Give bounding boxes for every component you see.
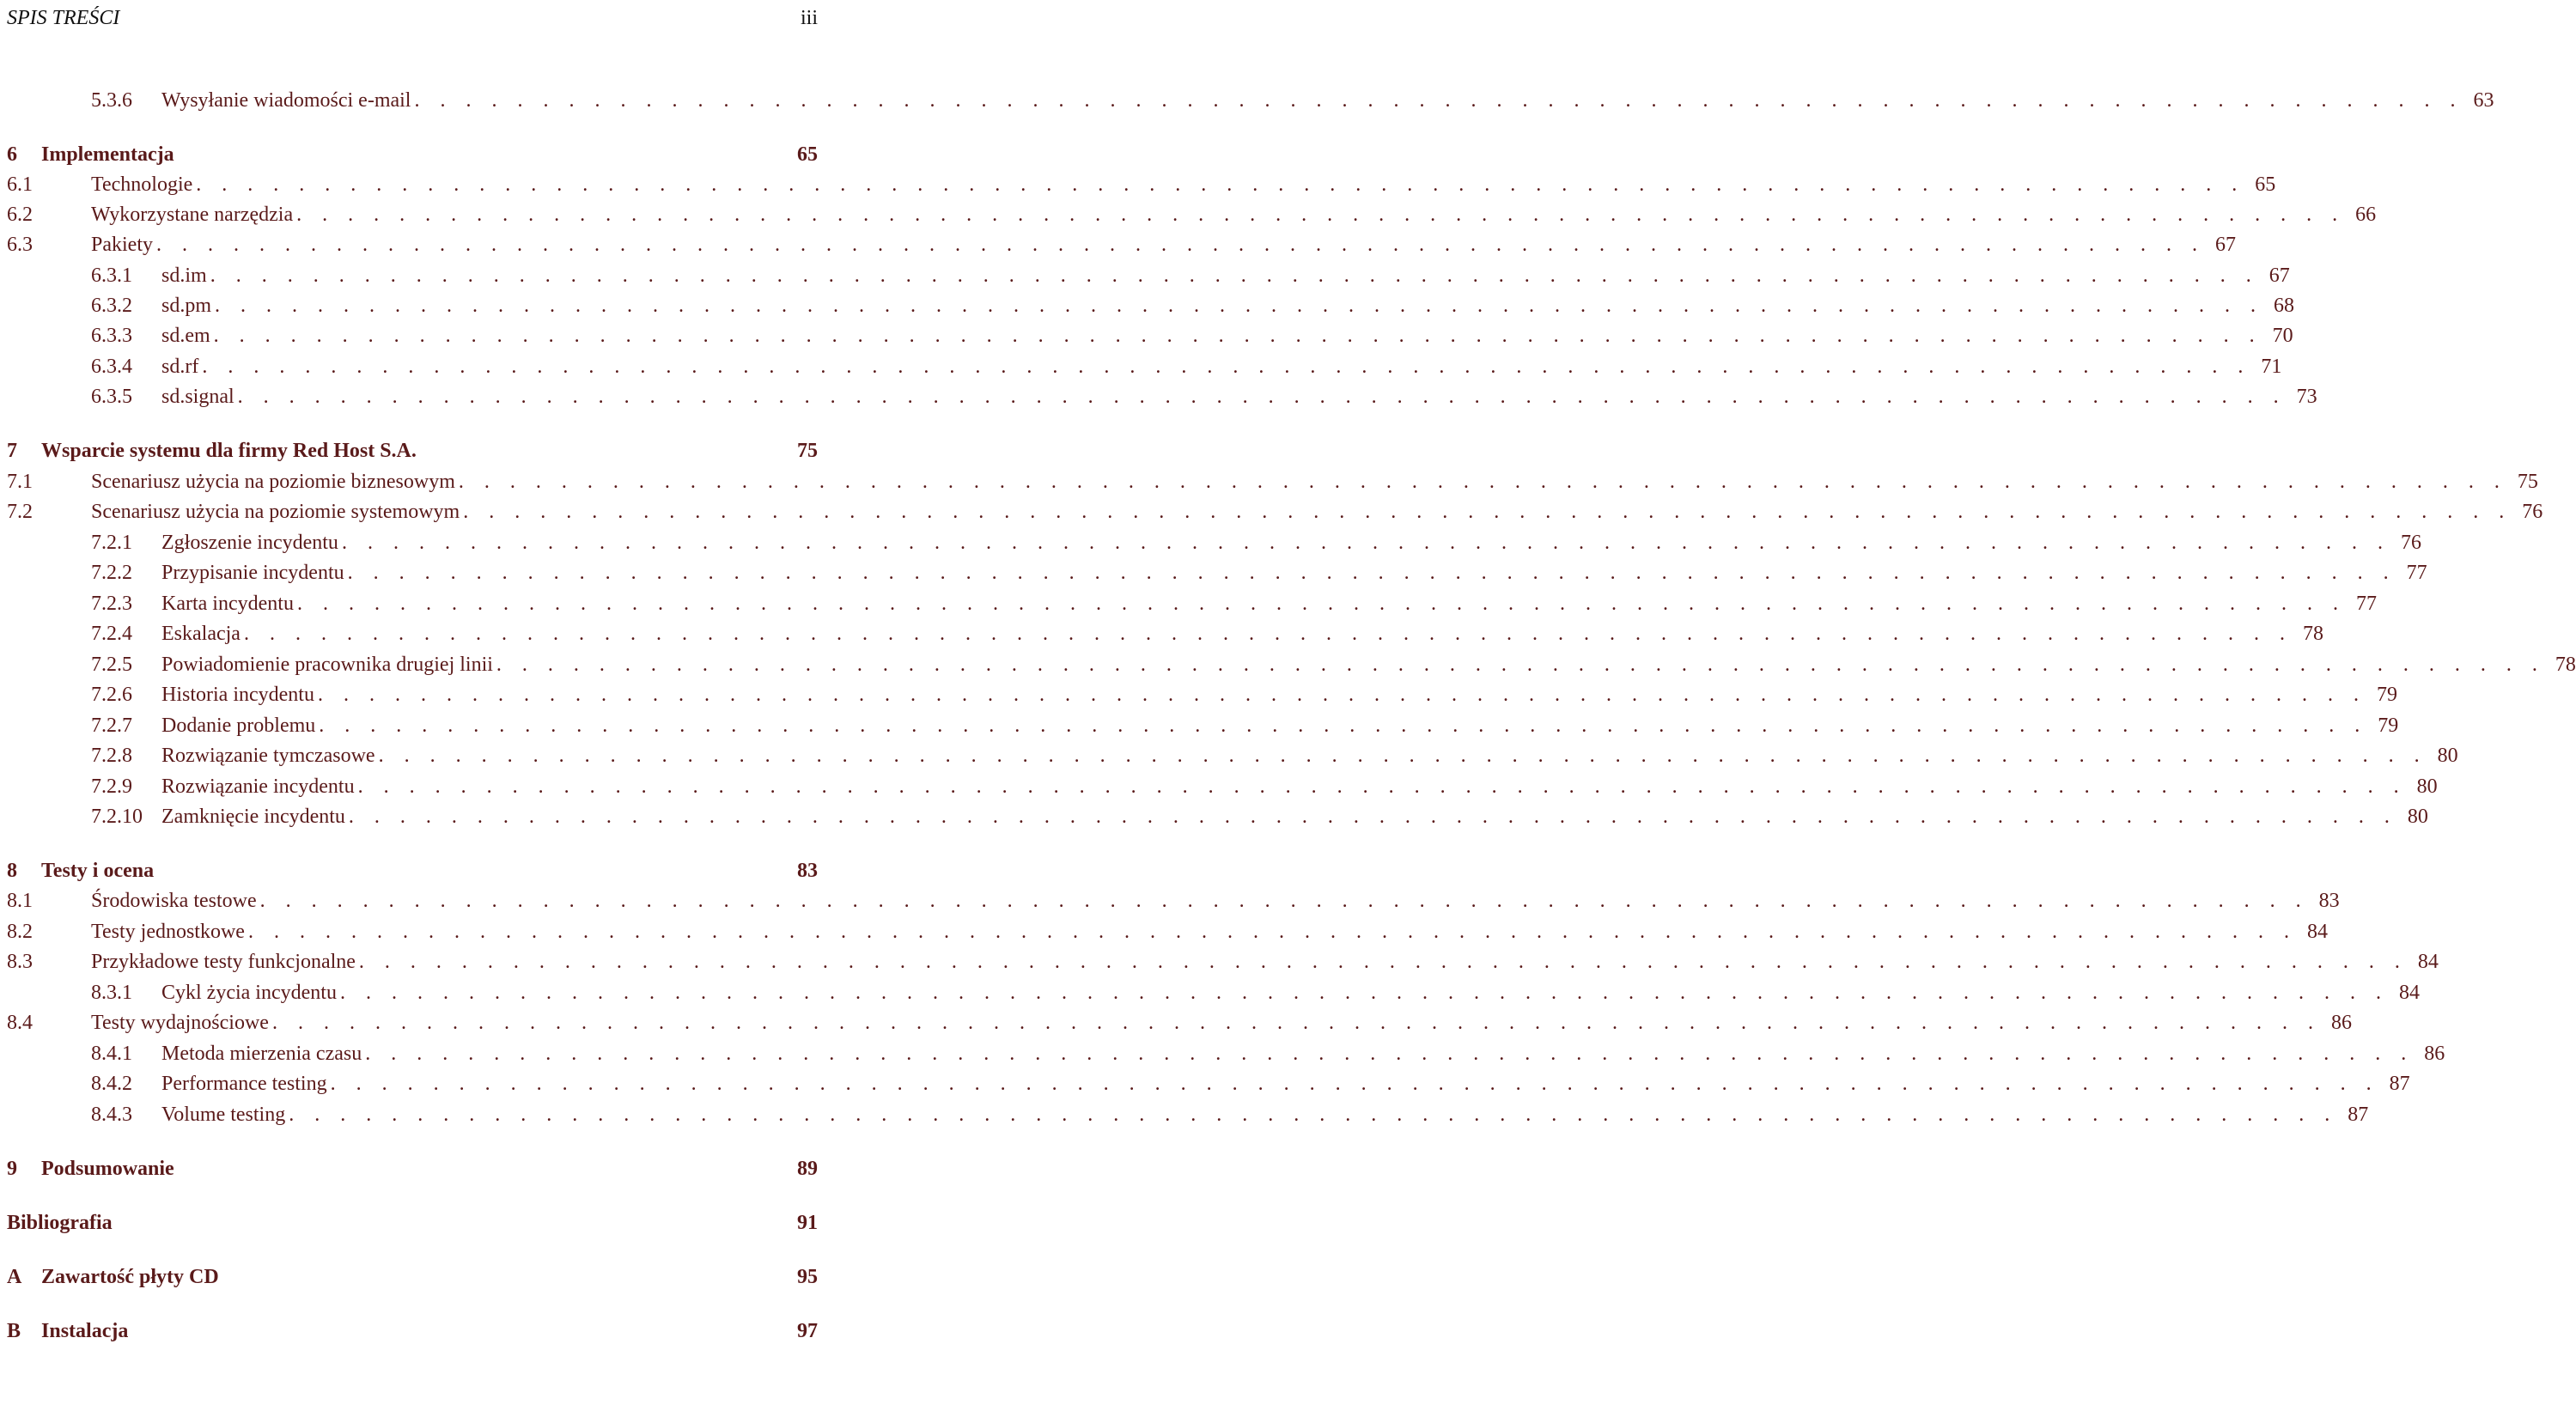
toc-entry-number: 7.2.7	[91, 715, 132, 737]
toc-entry-page-number: 87	[2348, 1104, 2369, 1126]
toc-dot-leader: . . . . . . . . . . . . . . . . . . . . . . . . . . . . . . . . . . . . . . . . . . . . . . . . . . . . . . . . . . . . . . . . . . . . . . . . . . . . . . . .	[156, 234, 2205, 256]
toc-entry-page-number: 63	[2473, 89, 2494, 112]
toc-entry-title: Rozwiązanie tymczasowe	[161, 745, 375, 767]
toc-entry-number: 7.2.2	[91, 562, 132, 584]
toc-entry-page-number: 77	[2355, 593, 2377, 615]
toc-entry[interactable]	[7, 715, 2399, 738]
toc-entry-number: A	[7, 1266, 22, 1288]
toc-dot-leader: . . . . . . . . . . . . . . . . . . . . . . . . . . . . . . . . . . . . . . . . . . . . . . . . . . . . . . . . . . . . . . . . . . . . . . . . . . . . . . . .	[202, 356, 2251, 378]
toc-entry-page-number: 84	[2398, 982, 2420, 1004]
toc-entry-number: 7.2.1	[91, 532, 132, 554]
toc-dot-leader: . . . . . . . . . . . . . . . . . . . . . . . . . . . . . . . . . . . . . . . . . . . . . . . . . . . . . . . . . . . . . . . . . . . . . . . . . . . . . . . .	[296, 204, 2346, 226]
toc-entry-number: 7.2.10	[91, 806, 143, 828]
toc-entry[interactable]	[7, 501, 2543, 524]
toc-entry[interactable]	[7, 775, 2438, 799]
toc-entry[interactable]	[7, 173, 2276, 197]
toc-entry[interactable]	[7, 684, 2397, 707]
toc-entry-title: Zamknięcie incydentu	[161, 806, 345, 828]
toc-entry-title: Wykorzystane narzędzia	[91, 204, 294, 226]
toc-entry[interactable]	[7, 745, 2458, 768]
toc-entry-page-number: 84	[2306, 921, 2328, 943]
toc-entry-number: 7	[7, 440, 17, 462]
toc-dot-leader: . . . . . . . . . . . . . . . . . . . . . . . . . . . . . . . . . . . . . . . . . . . . . . . . . . . . . . . . . . . . . . . . . . . . . . . . . . . . . . . .	[289, 1104, 2338, 1126]
toc-entry[interactable]	[7, 951, 2439, 974]
toc-entry-number: 7.2.9	[91, 775, 132, 798]
toc-entry[interactable]	[7, 386, 2317, 409]
toc-dot-leader: . . . . . . . . . . . . . . . . . . . . . . . . . . . . . . . . . . . . . . . . . . . . . . . . . . . . . . . . . . . . . . . . . . . . . . . . . . . . . . . .	[463, 501, 2512, 523]
toc-entry[interactable]	[7, 1158, 818, 1181]
toc-dot-leader: . . . . . . . . . . . . . . . . . . . . . . . . . . . . . . . . . . . . . . . . . . . . . . . . . . . . . . . . . . . . . . . . . . . . . . . . . . . . . . . .	[458, 471, 2507, 493]
toc-entry-number: 7.2	[7, 501, 33, 523]
toc-entry-title: Instalacja	[41, 1320, 129, 1342]
toc-entry-number: 8.2	[7, 921, 33, 943]
toc-entry-title: Pakiety	[91, 234, 153, 256]
toc-entry[interactable]	[7, 1073, 2410, 1096]
toc-entry-number: 7.2.6	[91, 684, 132, 706]
toc-entry-page-number: 86	[2424, 1043, 2445, 1065]
toc-entry-number: 7.2.8	[91, 745, 132, 767]
toc-entry[interactable]	[7, 1212, 818, 1235]
toc-entry-page-number: 84	[2417, 951, 2439, 973]
toc-entry[interactable]	[7, 234, 2236, 257]
toc-entry[interactable]	[7, 295, 2295, 318]
toc-entry-title: Podsumowanie	[41, 1158, 174, 1180]
toc-entry[interactable]	[7, 440, 818, 463]
toc-entry-title: Implementacja	[41, 143, 174, 166]
toc-entry-page-number: 75	[797, 440, 818, 462]
toc-entry-title: Testy wydajnościowe	[91, 1012, 269, 1034]
toc-entry-number: 6.3.4	[91, 356, 132, 378]
toc-dot-leader: . . . . . . . . . . . . . . . . . . . . . . . . . . . . . . . . . . . . . . . . . . . . . . . . . . . . . . . . . . . . . . . . . . . . . . . . . . . . . . . .	[271, 1012, 2321, 1034]
toc-entry-title: Eskalacja	[161, 623, 241, 645]
toc-entry-title: Wsparcie systemu dla firmy Red Host S.A.	[41, 440, 417, 462]
toc-dot-leader: . . . . . . . . . . . . . . . . . . . . . . . . . . . . . . . . . . . . . . . . . . . . . . . . . . . . . . . . . . . . . . . . . . . . . . . . . . . . . . . .	[357, 775, 2407, 798]
toc-entry[interactable]	[7, 890, 2340, 913]
toc-entry-page-number: 86	[2330, 1012, 2352, 1034]
toc-dot-leader: . . . . . . . . . . . . . . . . . . . . . . . . . . . . . . . . . . . . . . . . . . . . . . . . . . . . . . . . . . . . . . . . . . . . . . . . . . . . . . . .	[259, 890, 2309, 912]
toc-entry-title: Karta incydentu	[161, 593, 294, 615]
toc-entry[interactable]	[7, 325, 2293, 348]
toc-entry-page-number: 71	[2261, 356, 2282, 378]
toc-entry-title: Środowiska testowe	[91, 890, 257, 912]
toc-entry[interactable]	[7, 143, 818, 167]
toc-dot-leader: . . . . . . . . . . . . . . . . . . . . . . . . . . . . . . . . . . . . . . . . . . . . . . . . . . . . . . . . . . . . . . . . . . . . . . . . . . . . . . . .	[339, 982, 2389, 1004]
toc-entry-page-number: 80	[2407, 806, 2428, 828]
toc-entry-number: 6.2	[7, 204, 33, 226]
toc-entry-number: 6.3	[7, 234, 33, 256]
toc-dot-leader: . . . . . . . . . . . . . . . . . . . . . . . . . . . . . . . . . . . . . . . . . . . . . . . . . . . . . . . . . . . . . . . . . . . . . . . . . . . . . . . .	[247, 921, 2297, 943]
toc-entry-title: Przykładowe testy funkcjonalne	[91, 951, 356, 973]
toc-entry-page-number: 95	[797, 1266, 818, 1288]
toc-entry-number: 6.3.1	[91, 265, 132, 287]
toc-entry-number: 5.3.6	[91, 89, 132, 112]
toc-dot-leader: . . . . . . . . . . . . . . . . . . . . . . . . . . . . . . . . . . . . . . . . . . . . . . . . . . . . . . . . . . . . . . . . . . . . . . . . . . . . . . . .	[319, 715, 2368, 737]
toc-dot-leader: . . . . . . . . . . . . . . . . . . . . . . . . . . . . . . . . . . . . . . . . . . . . . . . . . . . . . . . . . . . . . . . . . . . . . . . . . . . . . . . .	[243, 623, 2293, 645]
toc-entry[interactable]	[7, 1320, 818, 1343]
toc-entry-number: 7.1	[7, 471, 33, 493]
toc-entry-title: Performance testing	[161, 1073, 327, 1095]
toc-entry-page-number: 67	[2215, 234, 2236, 256]
toc-entry-page-number: 67	[2268, 265, 2290, 287]
toc-dot-leader: . . . . . . . . . . . . . . . . . . . . . . . . . . . . . . . . . . . . . . . . . . . . . . . . . . . . . . . . . . . . . . . . . . . . . . . . . . . . . . . .	[296, 593, 2346, 615]
toc-entry-number: 7.2.3	[91, 593, 132, 615]
toc-entry-number: 8.4.3	[91, 1104, 132, 1126]
running-header	[7, 3, 818, 33]
toc-dot-leader: . . . . . . . . . . . . . . . . . . . . . . . . . . . . . . . . . . . . . . . . . . . . . . . . . . . . . . . . . . . . . . . . . . . . . . . . . . . . . . . .	[378, 745, 2427, 767]
toc-entry-page-number: 78	[2555, 654, 2576, 676]
toc-entry[interactable]	[7, 982, 2420, 1005]
toc-entry-number: 8.3	[7, 951, 33, 973]
toc-entry-number: 8.3.1	[91, 982, 132, 1004]
toc-entry-title: sd.pm	[161, 295, 212, 317]
toc-entry-title: Technologie	[91, 173, 193, 196]
toc-entry-number: 6.3.3	[91, 325, 132, 347]
toc-entry-title: Scenariusz użycia na poziomie systemowym	[91, 501, 460, 523]
toc-entry-page-number: 78	[2302, 623, 2323, 645]
toc-entry-title: Volume testing	[161, 1104, 286, 1126]
toc-entry-title: sd.signal	[161, 386, 234, 408]
toc-dot-leader: . . . . . . . . . . . . . . . . . . . . . . . . . . . . . . . . . . . . . . . . . . . . . . . . . . . . . . . . . . . . . . . . . . . . . . . . . . . . . . . .	[317, 684, 2366, 706]
toc-entry-page-number: 75	[2517, 471, 2538, 493]
toc-dot-leader: . . . . . . . . . . . . . . . . . . . . . . . . . . . . . . . . . . . . . . . . . . . . . . . . . . . . . . . . . . . . . . . . . . . . . . . . . . . . . . . .	[341, 532, 2390, 554]
toc-entry-page-number: 91	[797, 1212, 818, 1234]
toc-entry-title: Historia incydentu	[161, 684, 314, 706]
toc-entry-page-number: 70	[2272, 325, 2293, 347]
toc-entry-title: Przypisanie incydentu	[161, 562, 344, 584]
toc-entry-number: 8.4	[7, 1012, 33, 1034]
toc-entry-page-number: 66	[2355, 204, 2377, 226]
toc-entry-title: Wysyłanie wiadomości e-mail	[161, 89, 411, 112]
toc-entry-title: Zawartość płyty CD	[41, 1266, 219, 1288]
toc-entry-number: 6.3.5	[91, 386, 132, 408]
toc-dot-leader: . . . . . . . . . . . . . . . . . . . . . . . . . . . . . . . . . . . . . . . . . . . . . . . . . . . . . . . . . . . . . . . . . . . . . . . . . . . . . . . .	[237, 386, 2287, 408]
toc-entry-title: sd.em	[161, 325, 210, 347]
toc-entry[interactable]	[7, 1012, 2352, 1035]
toc-entry[interactable]	[7, 623, 2323, 646]
toc-entry-title: Powiadomienie pracownika drugiej linii	[161, 654, 493, 676]
toc-entry-page-number: 83	[2318, 890, 2340, 912]
toc-dot-leader: . . . . . . . . . . . . . . . . . . . . . . . . . . . . . . . . . . . . . . . . . . . . . . . . . . . . . . . . . . . . . . . . . . . . . . . . . . . . . . . .	[330, 1073, 2379, 1095]
toc-entry-title: Scenariusz użycia na poziomie biznesowym	[91, 471, 455, 493]
toc-entry[interactable]	[7, 654, 2576, 677]
toc-entry-title: sd.rf	[161, 356, 199, 378]
toc-entry-title: Dodanie problemu	[161, 715, 316, 737]
toc-entry-number: 9	[7, 1158, 17, 1180]
toc-entry[interactable]	[7, 1104, 2369, 1127]
toc-entry-page-number: 79	[2378, 715, 2399, 737]
header-title: SPIS TREŚCI	[7, 6, 120, 29]
toc-entry-number: B	[7, 1320, 21, 1342]
toc-entry-number: 7.2.5	[91, 654, 132, 676]
toc-dot-leader: . . . . . . . . . . . . . . . . . . . . . . . . . . . . . . . . . . . . . . . . . . . . . . . . . . . . . . . . . . . . . . . . . . . . . . . . . . . . . . . .	[358, 951, 2408, 973]
toc-entry-title: Cykl życia incydentu	[161, 982, 337, 1004]
toc-entry-page-number: 87	[2389, 1073, 2410, 1095]
toc-entry-number: 7.2.4	[91, 623, 132, 645]
toc-dot-leader: . . . . . . . . . . . . . . . . . . . . . . . . . . . . . . . . . . . . . . . . . . . . . . . . . . . . . . . . . . . . . . . . . . . . . . . . . . . . . . . .	[215, 295, 2264, 317]
toc-entry[interactable]	[7, 471, 2538, 494]
toc-entry-page-number: 79	[2376, 684, 2397, 706]
toc-entry-page-number: 89	[797, 1158, 818, 1180]
toc-entry-title: Bibliografia	[7, 1212, 113, 1234]
toc-dot-leader: . . . . . . . . . . . . . . . . . . . . . . . . . . . . . . . . . . . . . . . . . . . . . . . . . . . . . . . . . . . . . . . . . . . . . . . . . . . . . . . .	[213, 325, 2262, 347]
toc-entry-page-number: 83	[797, 860, 818, 882]
toc-entry[interactable]	[7, 921, 2328, 944]
toc-entry-page-number: 68	[2274, 295, 2295, 317]
toc-entry[interactable]	[7, 593, 2377, 616]
toc-entry-title: Testy i ocena	[41, 860, 155, 882]
toc-dot-leader: . . . . . . . . . . . . . . . . . . . . . . . . . . . . . . . . . . . . . . . . . . . . . . . . . . . . . . . . . . . . . . . . . . . . . . . . . . . . . . . .	[348, 806, 2397, 828]
toc-entry-number: 6	[7, 143, 17, 166]
toc-entry-page-number: 97	[797, 1320, 818, 1342]
toc-entry-title: Zgłoszenie incydentu	[161, 532, 338, 554]
toc-entry-page-number: 76	[2400, 532, 2421, 554]
toc-entry-title: Metoda mierzenia czasu	[161, 1043, 362, 1065]
toc-entry-number: 8.4.1	[91, 1043, 132, 1065]
toc-dot-leader: . . . . . . . . . . . . . . . . . . . . . . . . . . . . . . . . . . . . . . . . . . . . . . . . . . . . . . . . . . . . . . . . . . . . . . . . . . . . . . . .	[496, 654, 2545, 676]
toc-entry-title: sd.im	[161, 265, 207, 287]
toc-entry-title: Rozwiązanie incydentu	[161, 775, 355, 798]
toc-entry[interactable]	[7, 265, 2290, 288]
toc-entry[interactable]	[7, 1043, 2445, 1066]
toc-entry-page-number: 80	[2416, 775, 2438, 798]
toc-entry[interactable]	[7, 562, 2427, 585]
toc-dot-leader: . . . . . . . . . . . . . . . . . . . . . . . . . . . . . . . . . . . . . . . . . . . . . . . . . . . . . . . . . . . . . . . . . . . . . . . . . . . . . . . .	[210, 265, 2259, 287]
toc-entry-number: 6.3.2	[91, 295, 132, 317]
toc-entry-page-number: 76	[2522, 501, 2543, 523]
toc-entry[interactable]	[7, 1266, 818, 1289]
toc-entry[interactable]	[7, 89, 2494, 113]
toc-entry[interactable]	[7, 860, 818, 883]
toc-entry-page-number: 65	[2255, 173, 2276, 196]
toc-dot-leader: . . . . . . . . . . . . . . . . . . . . . . . . . . . . . . . . . . . . . . . . . . . . . . . . . . . . . . . . . . . . . . . . . . . . . . . . . . . . . . . .	[365, 1043, 2415, 1065]
toc-dot-leader: . . . . . . . . . . . . . . . . . . . . . . . . . . . . . . . . . . . . . . . . . . . . . . . . . . . . . . . . . . . . . . . . . . . . . . . . . . . . . . . .	[414, 89, 2463, 112]
toc-entry[interactable]	[7, 356, 2282, 379]
toc-entry-number: 6.1	[7, 173, 33, 196]
toc-dot-leader: . . . . . . . . . . . . . . . . . . . . . . . . . . . . . . . . . . . . . . . . . . . . . . . . . . . . . . . . . . . . . . . . . . . . . . . . . . . . . . . .	[196, 173, 2245, 196]
toc-entry-number: 8.1	[7, 890, 33, 912]
header-page-number: iii	[800, 6, 818, 29]
toc-entry-page-number: 65	[797, 143, 818, 166]
toc-dot-leader: . . . . . . . . . . . . . . . . . . . . . . . . . . . . . . . . . . . . . . . . . . . . . . . . . . . . . . . . . . . . . . . . . . . . . . . . . . . . . . . .	[347, 562, 2396, 584]
toc-entry-number: 8.4.2	[91, 1073, 132, 1095]
toc-entry-page-number: 80	[2437, 745, 2458, 767]
toc-entry-page-number: 77	[2406, 562, 2427, 584]
toc-entry-title: Testy jednostkowe	[91, 921, 245, 943]
toc-entry[interactable]	[7, 204, 2377, 227]
toc-entry[interactable]	[7, 806, 2428, 829]
toc-entry-number: 8	[7, 860, 17, 882]
toc-entry-page-number: 73	[2296, 386, 2317, 408]
toc-entry[interactable]	[7, 532, 2421, 555]
